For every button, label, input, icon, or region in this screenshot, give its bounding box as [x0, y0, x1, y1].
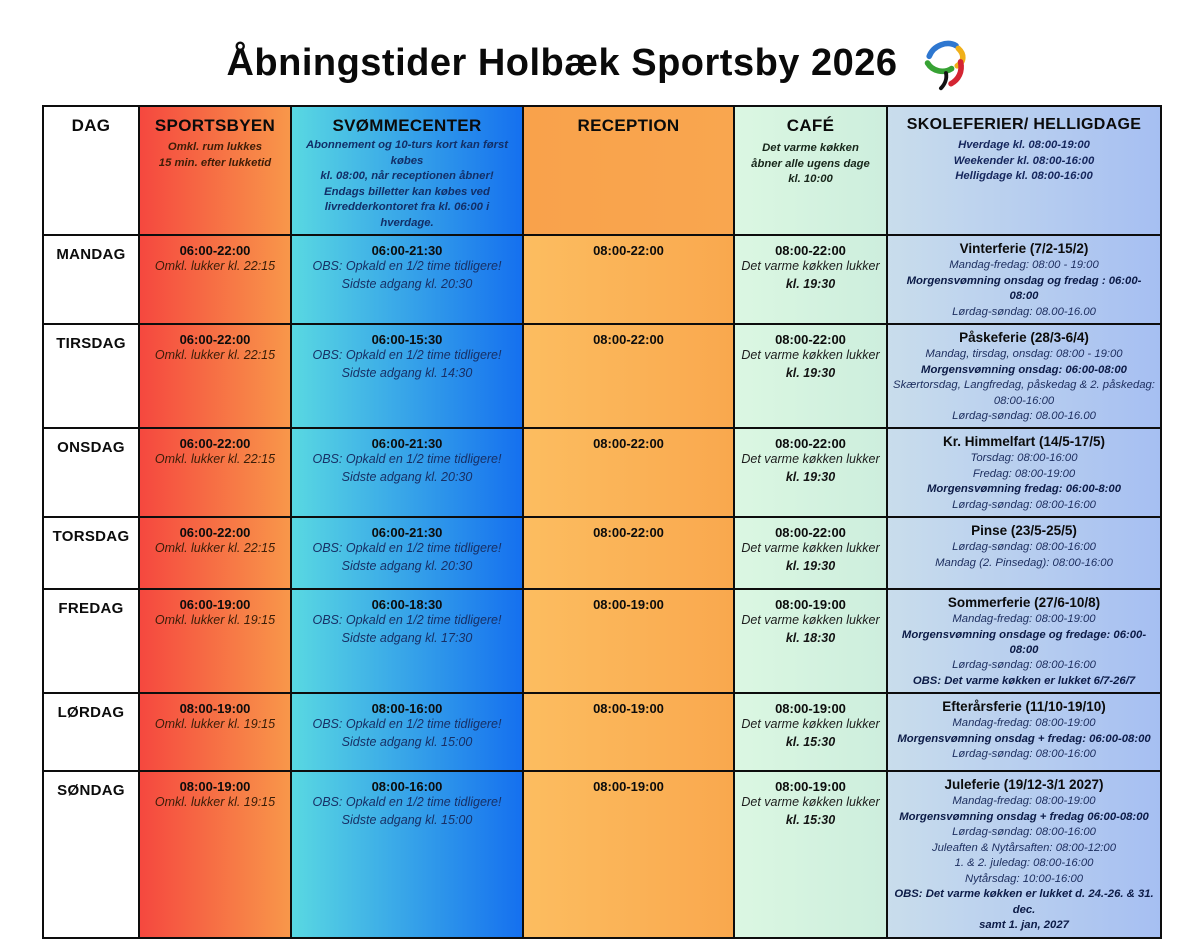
cafe-note: Det varme køkken lukker [741, 795, 880, 810]
reception-hours: 08:00-22:00 [593, 332, 664, 348]
holiday-line: Lørdag-søndag: 08:00-16:00 [952, 541, 1096, 554]
sportsbyen-note: Omkl. lukker kl. 19:15 [154, 613, 276, 628]
sportsby-pinwheel-logo-icon [918, 33, 974, 93]
column-subtitle-line: 15 min. efter lukketid [158, 156, 272, 169]
column-title-ferier: SKOLEFERIER/ HELLIGDAGE [906, 116, 1142, 133]
sportsbyen-note: Omkl. lukker kl. 19:15 [154, 795, 276, 810]
column-subtitle-line: Omkl. rum lukkes [167, 141, 263, 153]
holiday-title: Kr. Himmelfart (14/5-17/5) [942, 434, 1106, 450]
cafe-cell [734, 517, 887, 589]
table-header [43, 106, 1161, 235]
table-row [43, 324, 1161, 428]
svommecenter-hours: 08:00-16:00 [371, 779, 443, 795]
svommecenter-note: Sidste adgang kl. 20:30 [341, 470, 473, 485]
column-header-sportsbyen [139, 106, 291, 235]
sportsbyen-hours: 08:00-19:00 [179, 701, 251, 717]
svommecenter-note: Sidste adgang kl. 17:30 [341, 630, 473, 645]
sportsbyen-cell [139, 324, 291, 428]
cafe-note: Det varme køkken lukker [741, 452, 880, 467]
holiday-line: Torsdag: 08:00-16:00 [970, 452, 1078, 465]
sportsbyen-cell [139, 693, 291, 771]
holiday-cell [887, 428, 1161, 517]
page-title: Åbningstider Holbæk Sportsby 2026 [226, 41, 898, 84]
day-label: MANDAG [56, 246, 126, 264]
column-header-dag [43, 106, 139, 235]
holiday-title: Juleferie (19/12-3/1 2027) [944, 777, 1104, 793]
svommecenter-cell [291, 693, 523, 771]
day-label: TIRSDAG [56, 335, 126, 353]
column-header-ferier [887, 106, 1161, 235]
holiday-line: samt 1. jan, 2027 [979, 919, 1069, 932]
holiday-line: OBS: Det varme køkken er lukket 6/7-26/7 [912, 674, 1136, 687]
day-label: SØNDAG [57, 782, 125, 800]
reception-hours: 08:00-19:00 [593, 701, 664, 717]
holiday-line: Lørdag-søndag: 08:00-16:00 [952, 659, 1096, 672]
column-title-sportsbyen: SPORTSBYEN [154, 116, 276, 135]
holiday-title: Påskeferie (28/3-6/4) [959, 330, 1089, 346]
cafe-hours: 08:00-22:00 [775, 332, 846, 348]
cafe-note: Det varme køkken lukker [741, 613, 880, 628]
sportsbyen-cell [139, 428, 291, 517]
holiday-line: Morgensvømning onsdag + fredag: 06:00-08:00 [897, 732, 1151, 745]
header-row [43, 106, 1161, 235]
day-cell [43, 235, 139, 324]
cafe-cell [734, 324, 887, 428]
table-row [43, 517, 1161, 589]
svommecenter-hours: 06:00-18:30 [371, 597, 443, 613]
day-cell [43, 428, 139, 517]
holiday-cell [887, 771, 1161, 937]
svommecenter-note: OBS: Opkald en 1/2 time tidligere! [312, 795, 502, 810]
reception-cell [523, 771, 734, 937]
svommecenter-cell [291, 771, 523, 937]
table-row [43, 235, 1161, 324]
sportsbyen-note: Omkl. lukker kl. 22:15 [154, 348, 276, 363]
holiday-cell [887, 693, 1161, 771]
column-subtitle-line: Endags billetter kan købes ved [324, 185, 490, 198]
sportsbyen-cell [139, 589, 291, 693]
sportsbyen-note: Omkl. lukker kl. 22:15 [154, 541, 276, 556]
holiday-line: Morgensvømning onsdag og fredag : 06:00-08:00 [906, 274, 1142, 303]
day-cell [43, 693, 139, 771]
day-cell [43, 324, 139, 428]
holiday-line: Lørdag-søndag: 08:00-16:00 [952, 498, 1096, 511]
holiday-title: Vinterferie (7/2-15/2) [959, 241, 1089, 257]
holiday-line: Morgensvømning fredag: 06:00-8:00 [927, 483, 1121, 496]
svommecenter-note: Sidste adgang kl. 14:30 [341, 365, 473, 380]
svommecenter-hours: 06:00-21:30 [371, 525, 443, 541]
column-header-cafe [734, 106, 887, 235]
cafe-hours: 08:00-22:00 [775, 525, 846, 541]
table-row [43, 693, 1161, 771]
sportsbyen-note: Omkl. lukker kl. 19:15 [154, 717, 276, 732]
day-cell [43, 771, 139, 937]
cafe-close-time: kl. 19:30 [785, 277, 836, 292]
cafe-hours: 08:00-22:00 [775, 243, 846, 259]
column-subtitle-line: kl. 08:00, når receptionen åbner! [320, 170, 494, 183]
cafe-hours: 08:00-19:00 [775, 701, 846, 717]
reception-cell [523, 235, 734, 324]
cafe-cell [734, 771, 887, 937]
day-cell [43, 589, 139, 693]
day-label: ONSDAG [57, 439, 125, 457]
column-title-reception: RECEPTION [577, 116, 680, 135]
sportsbyen-cell [139, 771, 291, 937]
cafe-close-time: kl. 15:30 [785, 813, 836, 828]
holiday-line: Mandag (2. Pinsedag): 08:00-16:00 [935, 556, 1113, 569]
holiday-line: Nytårsdag: 10:00-16:00 [964, 872, 1084, 885]
holiday-line: Mandag, tirsdag, onsdag: 08:00 - 19:00 [925, 348, 1123, 361]
svommecenter-cell [291, 235, 523, 324]
holiday-line: Skærtorsdag, Langfredag, påskedag & 2. påskedag: [893, 379, 1155, 392]
column-title-svommecenter: SVØMMECENTER [332, 116, 482, 135]
holiday-line: 08:00-16:00 [993, 394, 1055, 407]
reception-hours: 08:00-19:00 [593, 779, 664, 795]
svommecenter-hours: 06:00-15:30 [371, 332, 443, 348]
svommecenter-note: Sidste adgang kl. 15:00 [341, 735, 473, 750]
cafe-cell [734, 235, 887, 324]
column-subtitle-line: Weekender kl. 08:00-16:00 [953, 154, 1095, 167]
column-header-reception [523, 106, 734, 235]
reception-cell [523, 693, 734, 771]
day-label: FREDAG [58, 600, 124, 618]
cafe-close-time: kl. 19:30 [785, 470, 836, 485]
sportsbyen-hours: 06:00-19:00 [179, 597, 251, 613]
opening-hours-table [42, 105, 1162, 939]
svommecenter-cell [291, 428, 523, 517]
holiday-line: Lørdag-søndag: 08:00-16:00 [952, 826, 1096, 839]
cafe-hours: 08:00-19:00 [775, 597, 846, 613]
holiday-line: Mandag-fredag: 08:00 - 19:00 [949, 259, 1099, 272]
sportsbyen-hours: 06:00-22:00 [179, 525, 251, 541]
svommecenter-note: OBS: Opkald en 1/2 time tidligere! [312, 452, 502, 467]
day-label: TORSDAG [52, 528, 130, 546]
holiday-line: Fredag: 08:00-19:00 [972, 467, 1076, 480]
day-label: LØRDAG [57, 704, 125, 722]
cafe-close-time: kl. 18:30 [785, 630, 836, 645]
sportsbyen-hours: 08:00-19:00 [179, 779, 251, 795]
reception-hours: 08:00-22:00 [593, 525, 664, 541]
svommecenter-note: OBS: Opkald en 1/2 time tidligere! [312, 541, 502, 556]
cafe-note: Det varme køkken lukker [741, 717, 880, 732]
holiday-line: Juleaften & Nytårsaften: 08:00-12:00 [931, 841, 1116, 854]
holiday-title: Efterårsferie (11/10-19/10) [942, 699, 1106, 715]
holiday-line: OBS: Det varme køkken er lukket d. 24.-26. & 31. dec. [894, 888, 1154, 916]
reception-cell [523, 517, 734, 589]
column-subtitle-line: Det varme køkken [762, 142, 859, 154]
cafe-note: Det varme køkken lukker [741, 541, 880, 556]
svommecenter-note: OBS: Opkald en 1/2 time tidligere! [312, 717, 502, 732]
reception-cell [523, 428, 734, 517]
table-row [43, 428, 1161, 517]
holiday-cell [887, 589, 1161, 693]
holiday-line: Lørdag-søndag: 08.00-16.00 [952, 409, 1096, 422]
schedule-table-body [43, 235, 1161, 937]
column-subtitle-line: Abonnement og 10-turs kort kan først købes [305, 139, 509, 167]
page-header [0, 30, 1200, 96]
holiday-line: Morgensvømning onsdag: 06:00-08:00 [921, 363, 1127, 376]
svommecenter-note: Sidste adgang kl. 15:00 [341, 813, 473, 828]
sportsbyen-cell [139, 517, 291, 589]
sportsbyen-cell [139, 235, 291, 324]
column-subtitle-line: åbner alle ugens dage [751, 157, 870, 170]
svommecenter-note: Sidste adgang kl. 20:30 [341, 558, 473, 573]
holiday-cell [887, 517, 1161, 589]
svommecenter-note: OBS: Opkald en 1/2 time tidligere! [312, 259, 502, 274]
cafe-cell [734, 693, 887, 771]
svommecenter-cell [291, 589, 523, 693]
cafe-hours: 08:00-22:00 [775, 436, 846, 452]
cafe-hours: 08:00-19:00 [775, 779, 846, 795]
cafe-cell [734, 428, 887, 517]
svommecenter-note: OBS: Opkald en 1/2 time tidligere! [312, 348, 502, 363]
cafe-note: Det varme køkken lukker [741, 259, 880, 274]
holiday-line: 1. & 2. juledag: 08:00-16:00 [954, 857, 1094, 870]
holiday-line: Mandag-fredag: 08:00-19:00 [952, 795, 1096, 808]
column-subtitle-line: kl. 10:00 [788, 173, 833, 186]
holiday-line: Morgensvømning onsdage og fredage: 06:00-08:00 [901, 628, 1147, 656]
holiday-line: Mandag-fredag: 08:00-19:00 [952, 613, 1096, 626]
reception-cell [523, 589, 734, 693]
cafe-note: Det varme køkken lukker [741, 348, 880, 363]
reception-hours: 08:00-19:00 [593, 597, 664, 613]
table-row [43, 589, 1161, 693]
holiday-line: Lørdag-søndag: 08.00-16.00 [952, 305, 1096, 318]
column-subtitle-line: Hverdage kl. 08:00-19:00 [958, 139, 1090, 151]
reception-cell [523, 324, 734, 428]
holiday-title: Sommerferie (27/6-10/8) [947, 595, 1101, 611]
column-subtitle-line: livredderkontoret fra kl. 06:00 i hverdage. [324, 201, 490, 229]
cafe-close-time: kl. 19:30 [785, 365, 836, 380]
column-title-dag: DAG [71, 116, 111, 135]
holiday-line: Morgensvømning onsdag + fredag 06:00-08:00 [899, 810, 1149, 823]
day-cell [43, 517, 139, 589]
svommecenter-cell [291, 324, 523, 428]
svommecenter-note: OBS: Opkald en 1/2 time tidligere! [312, 613, 502, 628]
reception-hours: 08:00-22:00 [593, 436, 664, 452]
svommecenter-cell [291, 517, 523, 589]
cafe-close-time: kl. 19:30 [785, 558, 836, 573]
holiday-cell [887, 324, 1161, 428]
sportsbyen-note: Omkl. lukker kl. 22:15 [154, 259, 276, 274]
sportsbyen-hours: 06:00-22:00 [179, 332, 251, 348]
sportsbyen-note: Omkl. lukker kl. 22:15 [154, 452, 276, 467]
cafe-close-time: kl. 15:30 [785, 735, 836, 750]
holiday-cell [887, 235, 1161, 324]
cafe-cell [734, 589, 887, 693]
reception-hours: 08:00-22:00 [593, 243, 664, 259]
sportsbyen-hours: 06:00-22:00 [179, 243, 251, 259]
svommecenter-hours: 08:00-16:00 [371, 701, 443, 717]
holiday-title: Pinse (23/5-25/5) [971, 523, 1077, 539]
sportsbyen-hours: 06:00-22:00 [179, 436, 251, 452]
svommecenter-hours: 06:00-21:30 [371, 243, 443, 259]
column-title-cafe: CAFÉ [786, 116, 835, 135]
svommecenter-note: Sidste adgang kl. 20:30 [341, 277, 473, 292]
table-row [43, 771, 1161, 937]
column-subtitle-line: Helligdage kl. 08:00-16:00 [955, 170, 1093, 183]
svommecenter-hours: 06:00-21:30 [371, 436, 443, 452]
holiday-line: Lørdag-søndag: 08:00-16:00 [952, 748, 1096, 761]
holiday-line: Mandag-fredag: 08:00-19:00 [952, 717, 1096, 730]
column-header-svommecenter [291, 106, 523, 235]
